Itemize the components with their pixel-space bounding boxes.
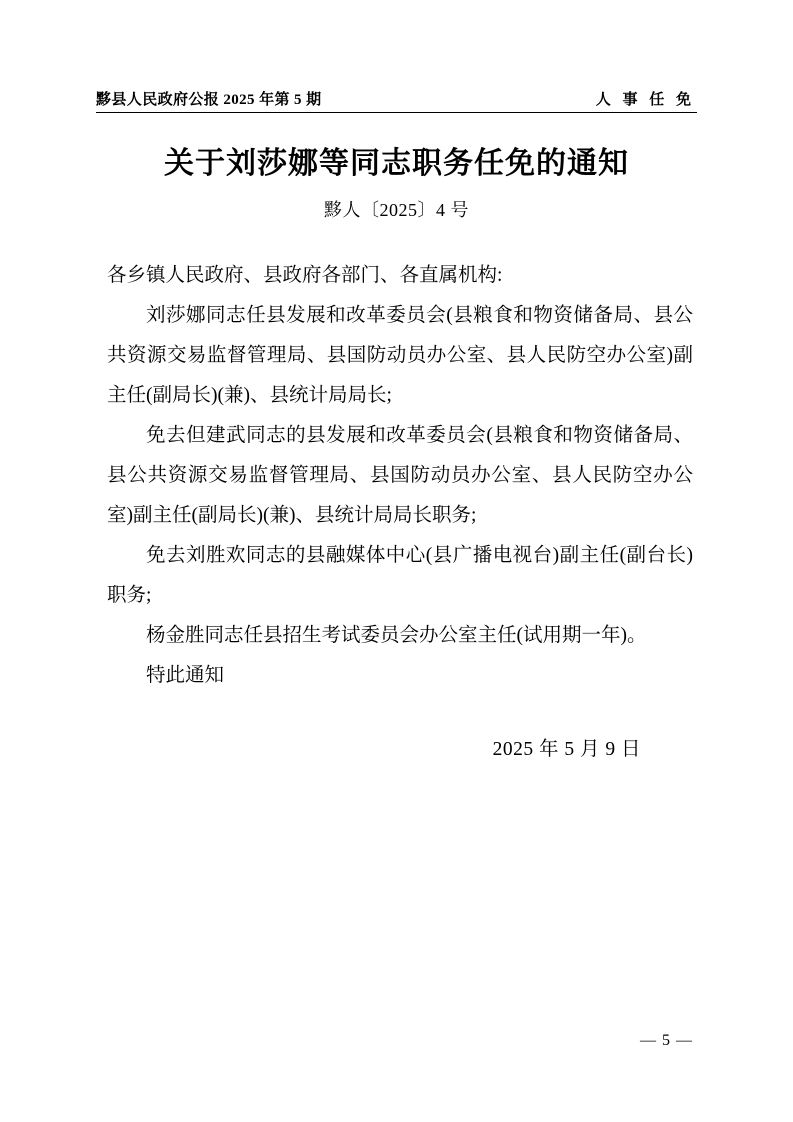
body-paragraph: 免去刘胜欢同志的县融媒体中心(县广播电视台)副主任(副台长)职务; — [107, 545, 693, 606]
header-divider — [96, 112, 697, 113]
header-section-label: 人 事 任 免 — [595, 92, 695, 108]
salutation: 各乡镇人民政府、县政府各部门、各直属机构: — [107, 265, 503, 286]
body-paragraph: 杨金胜同志任县招生考试委员会办公室主任(试用期一年)。 — [146, 625, 647, 646]
header-publication-info: 黟县人民政府公报 2025 年第 5 期 — [96, 92, 322, 108]
closing-statement: 特此通知 — [146, 665, 225, 686]
running-header — [96, 88, 697, 109]
document-body — [107, 256, 693, 770]
page-title: 关于刘莎娜等同志职务任免的通知 — [164, 147, 629, 180]
document-number: 黟人〔2025〕4 号 — [324, 200, 469, 220]
issue-date: 2025 年 5 月 9 日 — [492, 739, 641, 760]
body-paragraph: 免去但建武同志的县发展和改革委员会(县粮食和物资储备局、县公共资源交易监督管理局、县国防动员办公室、县人民防空办公室)副主任(副局长)(兼)、县统计局局长职务; — [107, 425, 693, 526]
body-paragraph: 刘莎娜同志任县发展和改革委员会(县粮食和物资储备局、县公共资源交易监督管理局、县国防动员办公室、县人民防空办公室)副主任(副局长)(兼)、县统计局局长; — [107, 305, 693, 406]
page-number: — 5 — — [640, 1032, 693, 1049]
